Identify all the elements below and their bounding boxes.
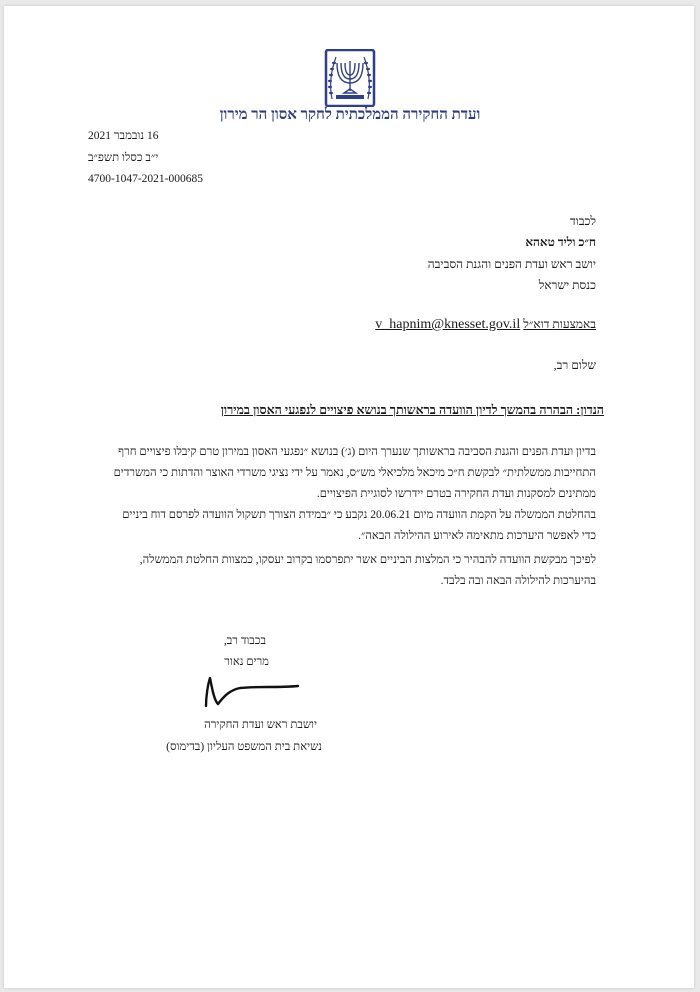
reference-number: 4700-1047-2021-000685 xyxy=(88,173,203,185)
body-line: כדי לאפשר היערכות מתאימה לאירוע ההילולה הבאה״. xyxy=(358,530,596,542)
committee-header: ועדת החקירה הממלכתית לחקר אסון הר מירון xyxy=(219,107,481,123)
recipient-email-link[interactable]: v_hapnim@knesset.gov.il xyxy=(375,317,521,332)
greeting: שלום רב, xyxy=(553,358,596,372)
hebrew-date: י״ב כסלו תשפ״ב xyxy=(88,152,159,164)
body-line: ממתינים למסקנות ועדת החקירה בטרם יידרשו לסוגיית הפיצויים. xyxy=(316,488,596,500)
recipient-name: ח״כ וליד טאהא xyxy=(525,235,596,249)
body-line: לפיכך מבקשת הוועדה להבהיר כי המלצות הביניים אשר יתפרסמו בקרוב יעסקו, כמצוות החלטת הממשלה, xyxy=(139,554,596,566)
signer-subtitle: נשיאת בית המשפט העליון (בדימוס) xyxy=(166,741,322,753)
recipient-title: יושב ראש ועדת הפנים והגנת הסביבה xyxy=(427,257,596,271)
body-line: בהחלטת הממשלה על הקמת הוועדה מיום 20.06.21 נקבע כי ״במידת הצורך תשקול הוועדה לפרסם דוח ביניים xyxy=(122,509,596,521)
delivery-via-label: באמצעות דוא״ל xyxy=(523,317,596,331)
subject-line: הנדון: הבהרה בהמשך לדיון הוועדה בראשותך בנושא פיצויים לנפגעי האסון במירון xyxy=(220,403,604,417)
body-line: בהיערכות להילולה הבאה ובה בלבד. xyxy=(440,575,596,587)
signer-name: מרים נאור xyxy=(224,656,269,668)
handwritten-signature xyxy=(192,674,304,710)
body-line: בדיון ועדת הפנים והגנת הסביבה בראשותך שנערך היום (ג׳) בנושא ״נפגעי האסון במירון טרם קיבלו פיצויים חרף xyxy=(118,446,596,458)
state-emblem-menorah-icon xyxy=(322,49,378,107)
recipient-institution: כנסת ישראל xyxy=(538,278,596,292)
delivery-line xyxy=(367,317,596,333)
gregorian-date: 16 נובמבר 2021 xyxy=(88,130,159,142)
signer-title: יושבת ראש ועדת החקירה xyxy=(204,719,317,731)
closing-regards: בכבוד רב, xyxy=(223,635,266,647)
letter-page xyxy=(4,6,694,988)
recipient-salutation: לכבוד xyxy=(569,214,596,228)
body-line: התחייבות ממשלתית״ לבקשת ח״כ מיכאל מלכיאלי מש״ס, נאמר על ידי נציגי משרדי האוצר והדתות כי המשרדים xyxy=(113,467,596,479)
